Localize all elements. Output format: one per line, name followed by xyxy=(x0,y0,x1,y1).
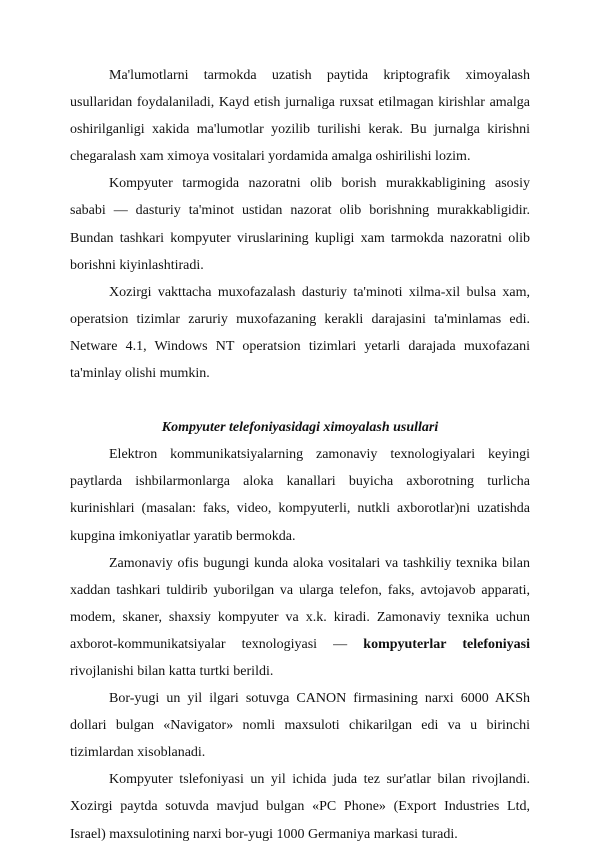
paragraph-canon-navigator: Bor-yugi un yil ilgari sotuvga CANON firmasining narxi 6000 AKSh dollari bulgan «Navigator» nomli maxsuloti chikarilgan edi va u birinchi tizimlardan xisoblanadi. xyxy=(70,691,530,761)
section-spacer xyxy=(70,387,530,414)
paragraph-text-after: rivojlanishi bilan katta turtki berildi. xyxy=(70,663,274,679)
section-heading: Kompyuter telefoniyasidagi ximoyalash usullari xyxy=(161,420,439,436)
paragraph-text-before: Zamonaviy ofis bugungi kunda aloka vositalari va tashkiliy texnika bilan xaddan tashkari tuldirib yuborilgan va ularga telefon, faks, avtojavob apparati, modem, skaner, shaxsiy kompyuter va x.k. kiradi. Zamonaviy texnika uchun axborot-kommunikatsiyalar texnologiyasi — xyxy=(70,555,530,652)
document-page xyxy=(70,62,530,848)
paragraph-operating-systems: Xozirgi vakttacha muxofazalash dasturiy ta'minoti xilma-xil bulsa xam, operatsion tizimlar zaruriy muxofazaning kerakli darajasini ta'minlamas edi. Netware 4.1, Windows NT operatsion tizimlari yetarli darajada muxofazani ta'minlay olishi mumkin. xyxy=(70,284,530,382)
paragraph-cryptographic-protection: Ma'lumotlarni tarmokda uzatish paytida kriptografik ximoyalash usullaridan foydalaniladi, Kayd etish jurnaliga ruxsat etilmagan kirishlar amalga oshirilganligi xakida ma'lumotlar yozilib turilishi kerak. Bu jurnalga kirishni chegaralash xam ximoya vositalari yordamida amalga oshirilishi lozim. xyxy=(70,68,530,165)
paragraph-pc-phone: Kompyuter tslefoniyasi un yil ichida juda tez sur'atlar bilan rivojlandi. Xozirgi paytda sotuvda mavjud bulgan «PC Phone» (Export Industries Ltd, Israel) maxsulotining narxi bor-yugi 1000 Germaniya markasi turadi. xyxy=(70,772,530,842)
emphasis-computer-telephony: kompyuterlar telefoniyasi xyxy=(363,636,531,652)
paragraph-modern-office xyxy=(70,550,530,685)
paragraph-electronic-communications: Elektron kommunikatsiyalarning zamonaviy texnologiyalari keyingi paytlarda ishbilarmonlarga aloka kanallari buyicha axborotning turlicha kurinishlari (masalan: faks, video, kompyuterli, nutkli axborotlar)ni uzatishda kupgina imkoniyatlar yaratib bermokda. xyxy=(70,447,530,544)
paragraph-network-control: Kompyuter tarmogida nazoratni olib borish murakkabligining asosiy sababi — dasturiy ta'minot ustidan nazorat olib borishning murakkabligidir. Bundan tashkari kompyuter viruslarining kupligi xam tarmokda nazoratni olib borishni kiyinlashtiradi. xyxy=(70,176,530,273)
